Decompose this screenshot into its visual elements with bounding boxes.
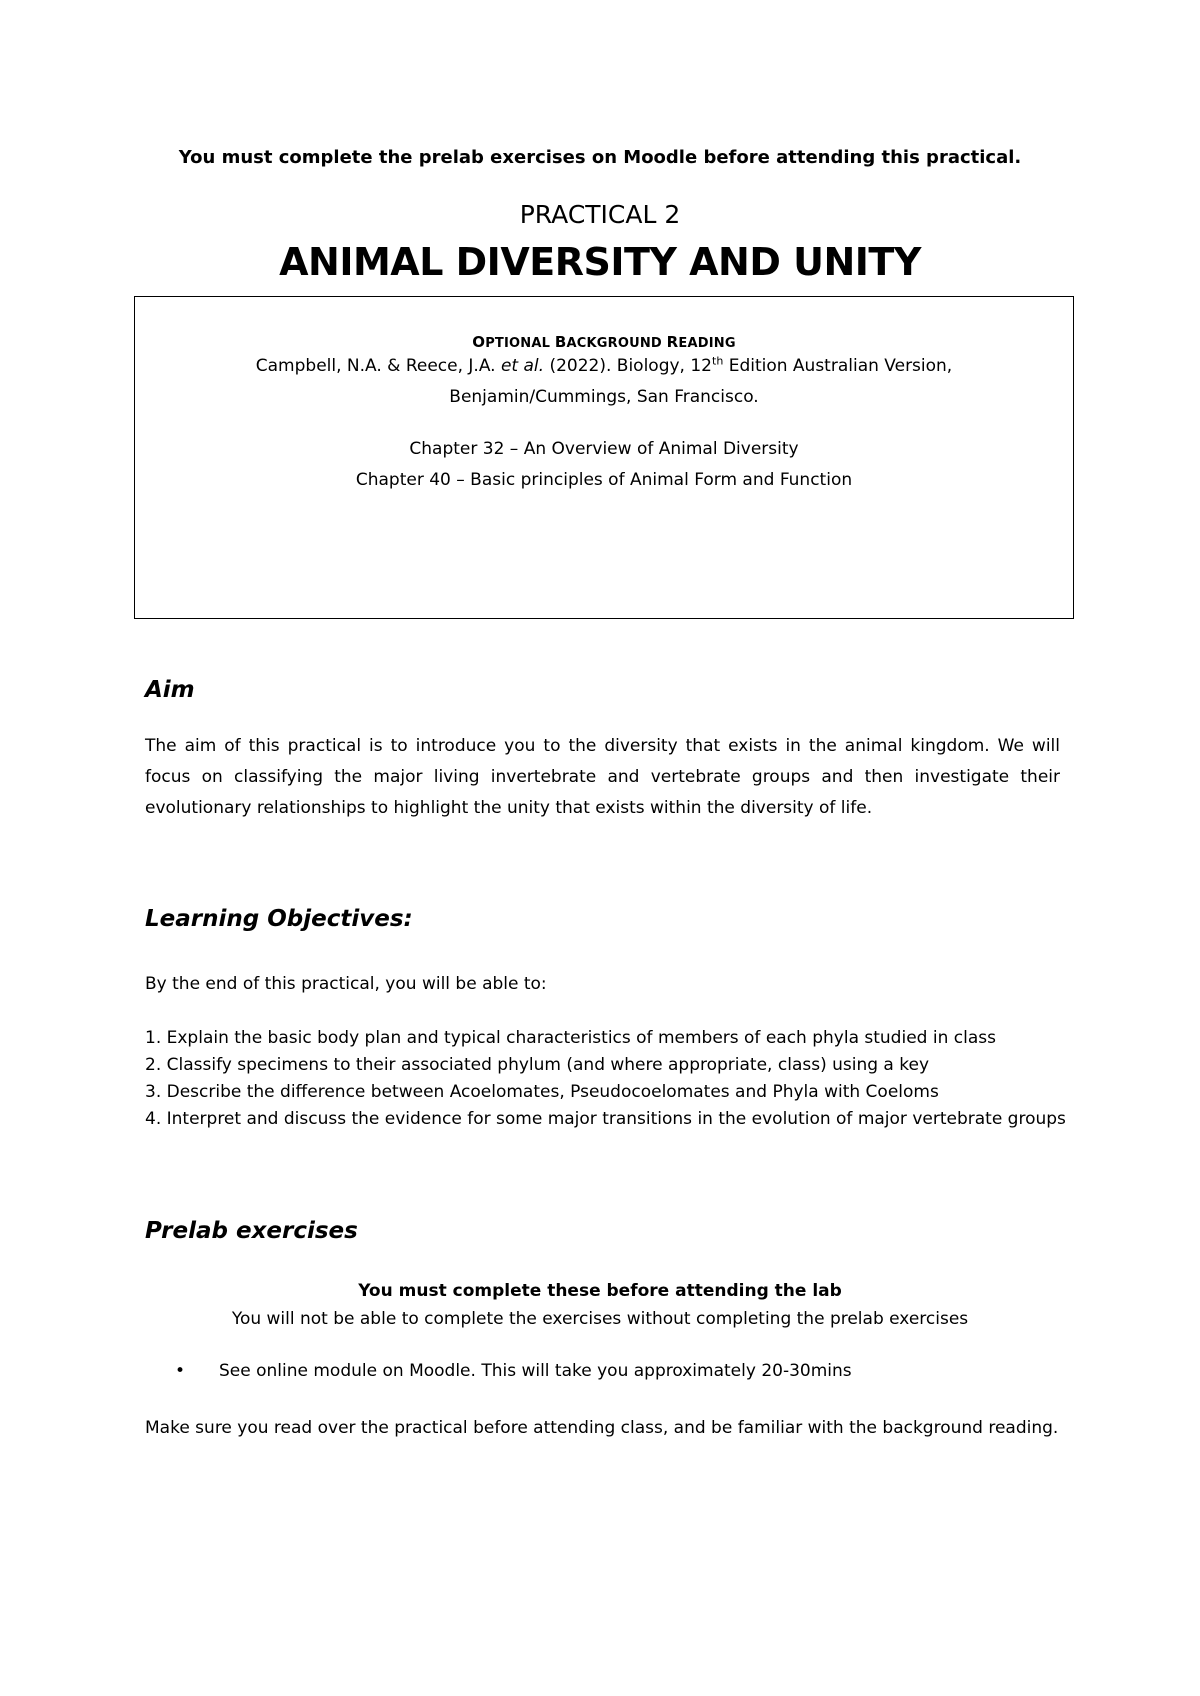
prelab-heading: Prelab exercises [145,1218,358,1244]
aim-heading: Aim [145,677,195,703]
prelab-closing: Make sure you read over the practical before attending class, and be familiar with the background reading. [145,1418,1059,1438]
objective-item: 4. Interpret and discuss the evidence for some major transitions in the evolution of major vertebrate groups [145,1109,1066,1129]
objectives-heading: Learning Objectives: [145,906,413,932]
objective-item: 3. Describe the difference between Acoelomates, Pseudocoelomates and Phyla with Coeloms [145,1082,939,1102]
prelab-notice: You must complete the prelab exercises on Moodle before attending this practical. [178,147,1022,168]
citation-line-1: Campbell, N.A. & Reece, J.A. et al. (2022). Biology, 12th Edition Australian Version, [255,354,953,376]
background-reading-box [134,296,1074,619]
citation-line-2: Benjamin/Cummings, San Francisco. [449,387,759,407]
objective-item: 1. Explain the basic body plan and typical characteristics of members of each phyla studied in class [145,1028,996,1048]
prelab-warning-line: You will not be able to complete the exercises without completing the prelab exercises [231,1309,969,1329]
objectives-list [145,1025,1070,1133]
page-title: ANIMAL DIVERSITY AND UNITY [279,240,921,284]
objectives-intro: By the end of this practical, you will be able to: [145,974,547,994]
background-reading-heading: OPTIONAL BACKGROUND READING [472,333,736,351]
bullet-icon: • [175,1361,186,1381]
practical-label: PRACTICAL 2 [519,200,681,229]
aim-text: The aim of this practical is to introduce you to the diversity that exists in the animal kingdom. We will focus on classifying the major living invertebrate and vertebrate groups and then investigate their evolutionary relationships to highlight the unity that exists within the diversity of life. [145,736,1060,818]
prelab-required-line: You must complete these before attending the lab [358,1281,842,1301]
chapter-40: Chapter 40 – Basic principles of Animal Form and Function [355,470,853,490]
prelab-bullet-text: See online module on Moodle. This will take you approximately 20-30mins [219,1361,852,1381]
chapter-32: Chapter 32 – An Overview of Animal Diversity [409,439,799,459]
prelab-bullet [175,1361,852,1381]
objective-item: 2. Classify specimens to their associated phylum (and where appropriate, class) using a key [145,1055,930,1075]
